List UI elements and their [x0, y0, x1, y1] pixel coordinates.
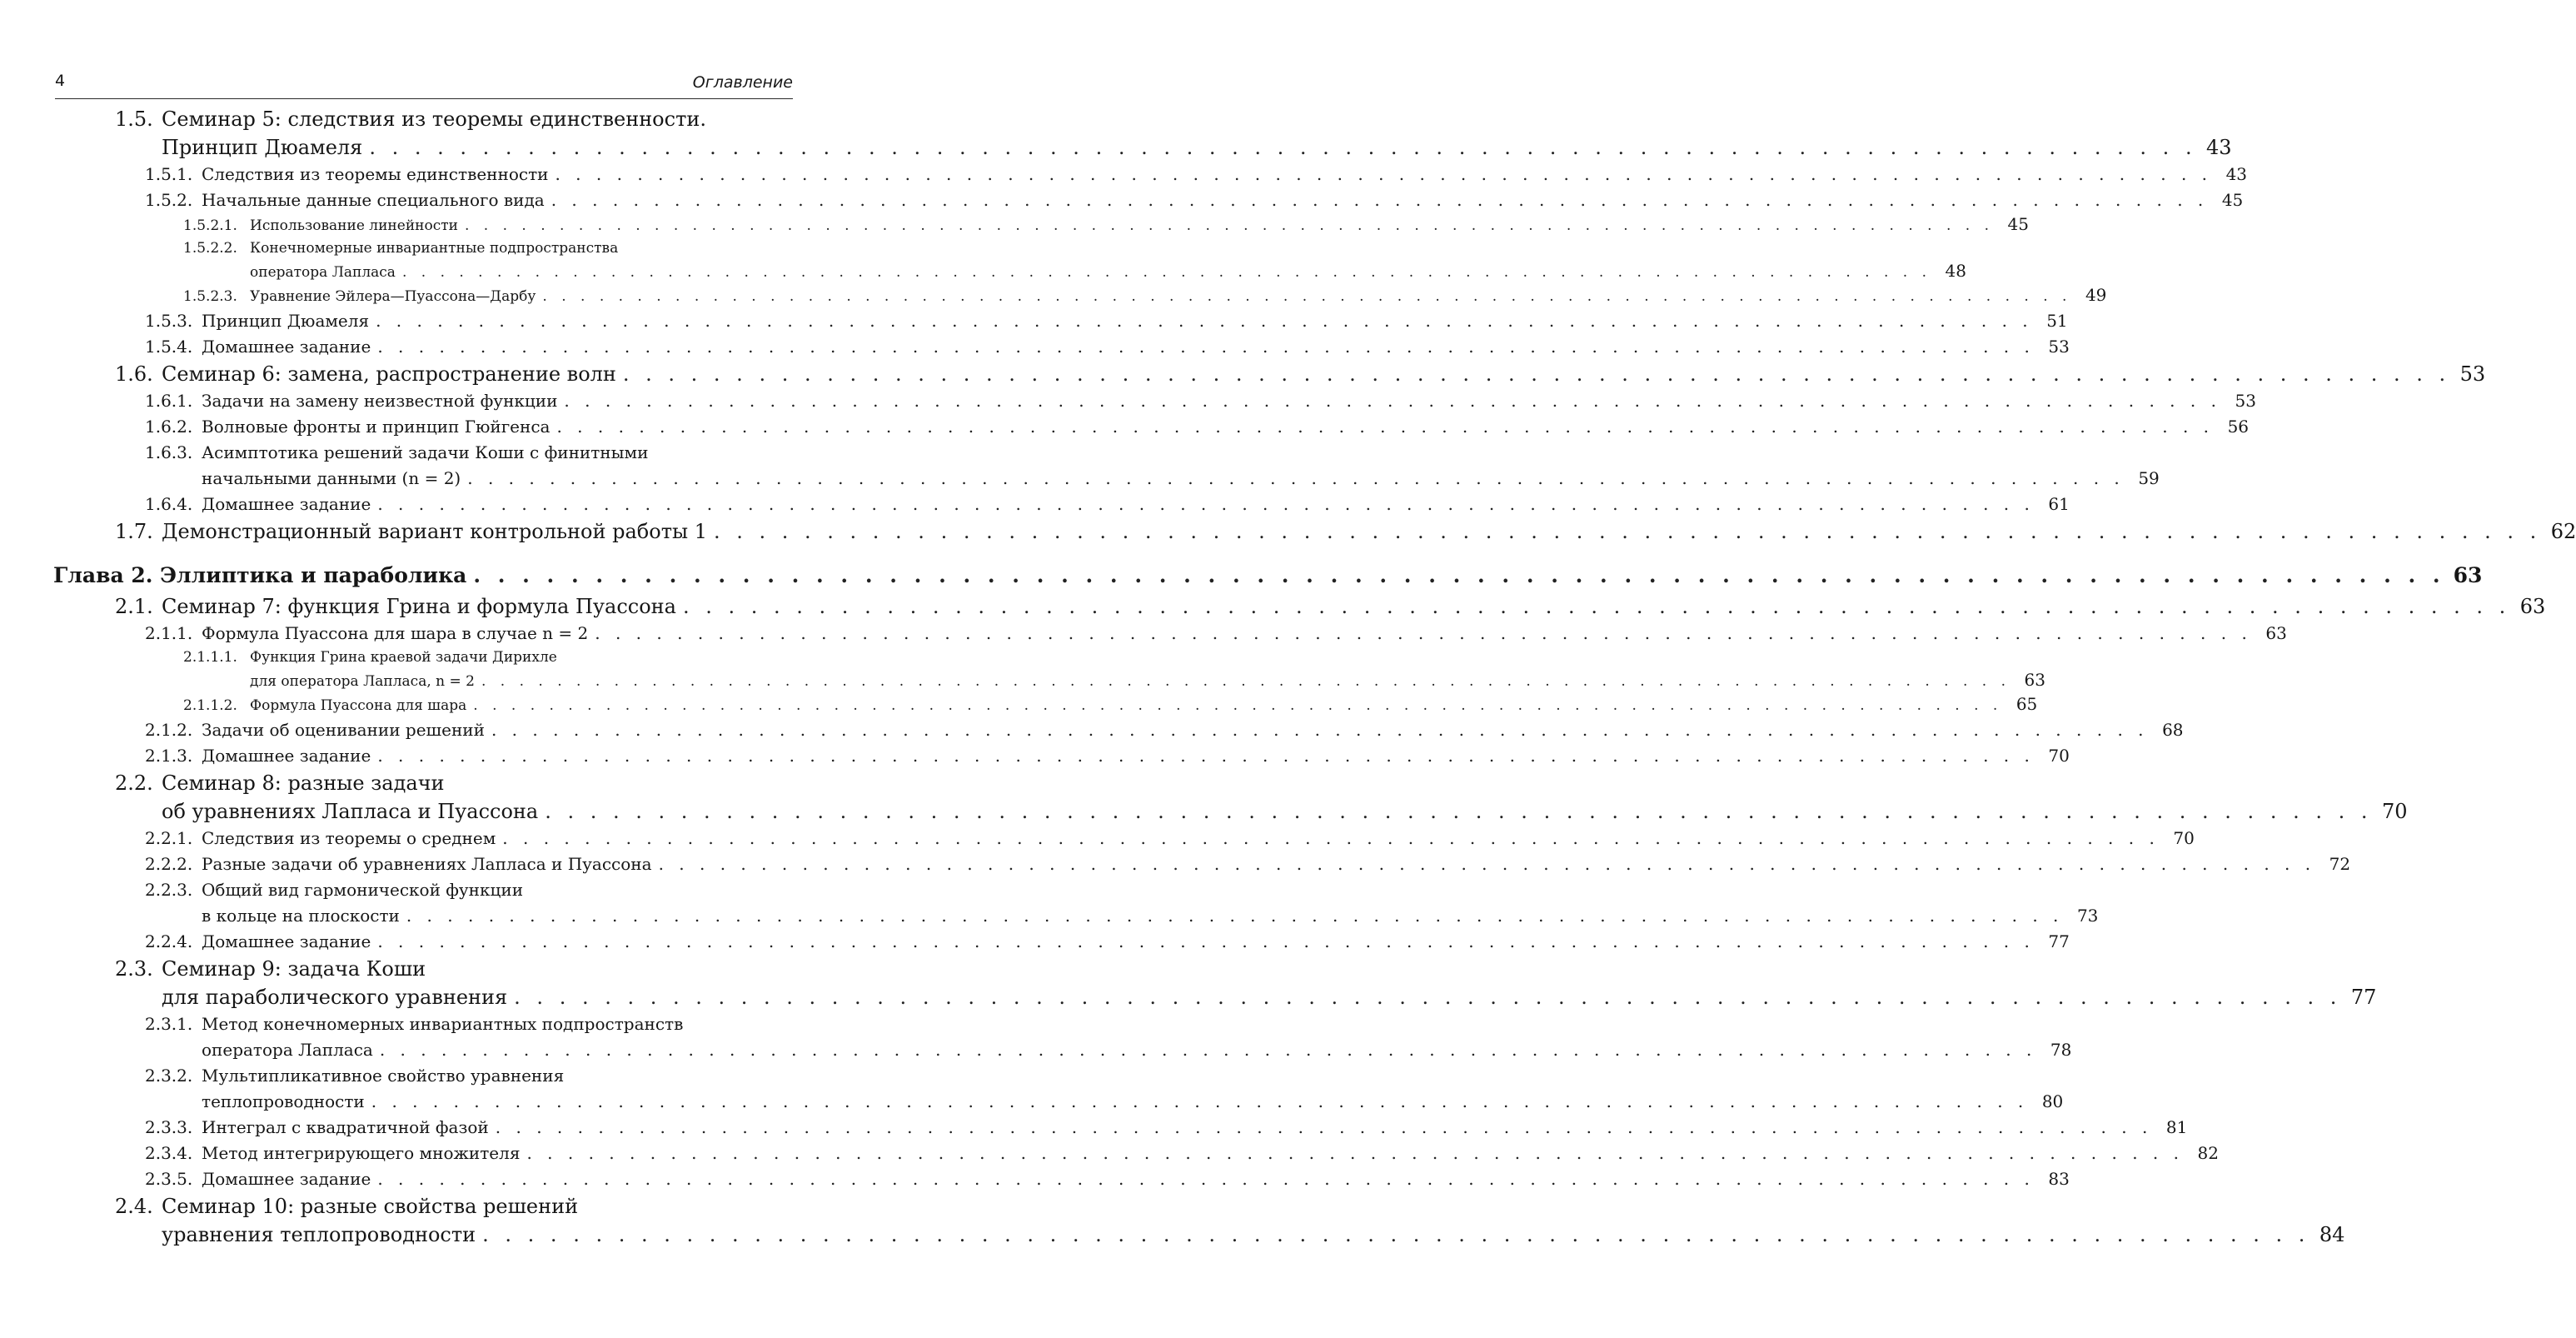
- toc-page-number: 48: [1945, 261, 1966, 281]
- toc-page-number: 56: [2227, 417, 2250, 437]
- dot-leader: . . . . . . . . . . . . . . . . . . . . . . . . . . . . . . . . . . . . . . . . . . . . . . . . . . . . . . . . . . . . . . . . . . . . . . . . . . . . . . . . .: [564, 391, 2221, 411]
- toc-entry-title: Семинар 9: задача Коши: [162, 957, 426, 981]
- dot-leader: . . . . . . . . . . . . . . . . . . . . . . . . . . . . . . . . . . . . . . . . . . . . . . . . . . . . . . . . . . . . . . . . . . . . . . . . . . . . . . . . .: [595, 623, 2252, 643]
- toc-entry-title: об уравнениях Лапласа и Пуассона: [162, 800, 539, 823]
- toc-entry-title: Домашнее задание: [202, 931, 371, 951]
- toc-page-number: 45: [2007, 214, 2029, 234]
- toc-page-number: 72: [2329, 854, 2351, 874]
- toc-page-number: 49: [2085, 285, 2107, 305]
- toc-entry-title: Метод интегрирующего множителя: [202, 1143, 521, 1163]
- toc-entry-number: 2.1.1.2.: [183, 697, 237, 714]
- toc-entry-title: Общий вид гармонической функции: [202, 880, 524, 900]
- toc-entry-level-3[interactable]: [0, 237, 1966, 284]
- toc-entry-level-1[interactable]: [0, 955, 2377, 1011]
- toc-entry-title: Демонстрационный вариант контрольной работы 1: [162, 520, 707, 543]
- dot-leader: . . . . . . . . . . . . . . . . . . . . . . . . . . . . . . . . . . . . . . . . . . . . . . . . . . . . . . . . . . . . . . . . . . . . . . . . . . . . . . . . .: [502, 828, 2160, 848]
- toc-entry-level-2[interactable]: [0, 162, 2248, 187]
- dot-leader: . . . . . . . . . . . . . . . . . . . . . . . . . . . . . . . . . . . . . . . . . . . . . . . . . . . . . . . . . . . . . . . . . . . . . . . . . . . . . . . . .: [556, 417, 2215, 437]
- dot-leader: . . . . . . . . . . . . . . . . . . . . . . . . . . . . . . . . . . . . . . . . . . . . . . . . . . . . . . . . . . . . . . . . . . . . . . . . . . . . . . . . .: [377, 494, 2035, 514]
- toc-entry-level-1[interactable]: [0, 105, 2232, 162]
- toc-entry-title: Принцип Дюамеля: [202, 311, 370, 331]
- toc-entry-number: 1.5.2.: [145, 190, 193, 210]
- toc-entry-level-2[interactable]: [0, 929, 2070, 955]
- dot-leader: . . . . . . . . . . . . . . . . . . . . . . . . . . . . . . . . . . . . . . . . . . . . . . . . . . . . . . . . . . . . . . . . . . . . . . . . . . . . . . . . .: [482, 1223, 2310, 1246]
- toc-page-number: 45: [2221, 190, 2244, 210]
- toc-entry-number: 2.3.5.: [145, 1169, 193, 1189]
- dot-leader: . . . . . . . . . . . . . . . . . . . . . . . . . . . . . . . . . . . . . . . . . . . . . . . . . . . . . . . . . . . . . . . . . . . . . . . . . . . . . . . . .: [545, 800, 2373, 823]
- page-number: 4: [55, 72, 66, 90]
- toc-entry-number: 1.6.1.: [145, 391, 193, 411]
- toc-entry-title: Семинар 8: разные задачи: [162, 771, 445, 795]
- toc-entry-number: 2.1.2.: [145, 720, 193, 740]
- toc-entry-level-2[interactable]: [0, 826, 2195, 851]
- toc-entry-number: 2.1.1.1.: [183, 649, 237, 666]
- toc-entry-number: 2.3.: [115, 957, 153, 981]
- toc-entry-level-2[interactable]: [0, 717, 2184, 743]
- running-head: Оглавление: [692, 73, 793, 92]
- toc-entry-number: 1.5.4.: [145, 337, 193, 357]
- toc-entry-number: 1.5.3.: [145, 311, 193, 331]
- toc-entry-title: Формула Пуассона для шара в случае n = 2: [202, 623, 589, 643]
- toc-entry-title: Принцип Дюамеля: [162, 136, 363, 159]
- toc-page-number: 77: [2350, 986, 2377, 1009]
- toc-page-number: 43: [2206, 136, 2232, 159]
- toc-entry-number: 2.3.3.: [145, 1117, 193, 1137]
- toc-entry-title: Мультипликативное свойство уравнения: [202, 1066, 565, 1086]
- toc-page-number: 70: [2048, 746, 2070, 766]
- toc-entry-number: 1.6.: [115, 362, 153, 386]
- dot-leader: . . . . . . . . . . . . . . . . . . . . . . . . . . . . . . . . . . . . . . . . . . . . . . . . . . . . . . . . . . . . . . . . . . . . . . . . . . . . . . . . .: [555, 164, 2213, 184]
- dot-leader: . . . . . . . . . . . . . . . . . . . . . . . . . . . . . . . . . . . . . . . . . . . . . . . . . . . . . . . . . . . . . . . . . . . . . . . . . . . . . . . . .: [377, 337, 2035, 357]
- toc-page-number: 62: [2550, 520, 2576, 543]
- toc-entry-title: Домашнее задание: [202, 337, 371, 357]
- dot-leader: . . . . . . . . . . . . . . . . . . . . . . . . . . . . . . . . . . . . . . . . . . . . . . . . . . . . . . . . . . . . . . . . . . . . . . . . . . . . . . . . .: [551, 190, 2209, 210]
- dot-leader: . . . . . . . . . . . . . . . . . . . . . . . . . . . . . . . . . . . . . . . . . . . . . . . . . . . . . . . . . . . . . . . . . . . . . . . . . . . . . . . . .: [514, 986, 2342, 1009]
- toc-page-number: 53: [2048, 337, 2070, 357]
- toc-entry-title: Начальные данные специального вида: [202, 190, 545, 210]
- dot-leader: . . . . . . . . . . . . . . . . . . . . . . . . . . . . . . . . . . . . . . . . . . . . . . . . . . . . . . . . . . . . . . . . . . . . . . . . . . . . . . . . .: [379, 1040, 2037, 1060]
- dot-leader: . . . . . . . . . . . . . . . . . . . . . . . . . . . . . . . . . . . . . . . . . . . . . . . . . . . . . . . . . . . . . . . . . . . . . . . . . . . . . . . . .: [376, 311, 2033, 331]
- toc-entry-number: 2.2.3.: [145, 880, 193, 900]
- dot-leader: . . . . . . . . . . . . . . . . . . . . . . . . . . . . . . . . . . . . . . . . . . . . . . . . . . . . . . . . . . . . . . . . . . . . . . . . . . . . . . . . .: [369, 136, 2197, 159]
- toc-page-number: 70: [2173, 828, 2195, 848]
- dot-leader: . . . . . . . . . . . . . . . . . . . . . . . . . . . . . . . . . . . . . . . . . . . . . . . . . . . . . . . . . . . . . . . . . . . . . . . . . . . . . . . . .: [377, 931, 2035, 951]
- toc-entry-title: оператора Лапласа: [250, 264, 396, 281]
- toc-entry-number: 2.2.2.: [145, 854, 193, 874]
- toc-entry-level-2[interactable]: [0, 1166, 2070, 1192]
- toc-entry-title: Глава 2. Эллиптика и параболика: [53, 563, 467, 587]
- dot-leader: . . . . . . . . . . . . . . . . . . . . . . . . . . . . . . . . . . . . . . . . . . . . . . . . . . . . . . . . . . . . . . . . . . . . . . . . . . . . . . . . .: [526, 1143, 2184, 1163]
- toc-entry-number: 2.2.4.: [145, 931, 193, 951]
- dot-leader: . . . . . . . . . . . . . . . . . . . . . . . . . . . . . . . . . . . . . . . . . . . . . . . . . . . . . . . . . . . . . . . . . . . . . . . . . . . . . . . . .: [467, 468, 2125, 488]
- toc-entry-level-1[interactable]: [0, 1192, 2345, 1249]
- toc-page-number: 63: [2024, 670, 2045, 690]
- toc-entry-number: 1.5.2.2.: [183, 240, 237, 257]
- toc-entry-title: Волновые фронты и принцип Гюйгенса: [202, 417, 551, 437]
- toc-entry-title: оператора Лапласа: [202, 1040, 373, 1060]
- toc-page-number: 61: [2048, 494, 2070, 514]
- toc-entry-number: 2.1.: [115, 595, 153, 618]
- toc-entry-level-2[interactable]: [0, 388, 2256, 414]
- toc-entry-number: 2.2.: [115, 771, 153, 795]
- toc-page-number: 51: [2046, 311, 2068, 331]
- toc-page-number: 68: [2162, 720, 2184, 740]
- toc-entry-number: 2.4.: [115, 1195, 153, 1218]
- toc-entry-level-2[interactable]: [0, 621, 2287, 647]
- toc-page-number: 63: [2265, 623, 2287, 643]
- dot-leader: . . . . . . . . . . . . . . . . . . . . . . . . . . . . . . . . . . . . . . . . . . . . . . . . . . . . . . . . . . . . . . . . . . . . . . . . . . . . . . . . .: [481, 673, 2010, 690]
- toc-chapter[interactable]: [0, 561, 2483, 591]
- toc-page-number: 78: [2050, 1040, 2072, 1060]
- toc-entry-title: Семинар 7: функция Грина и формула Пуассона: [162, 595, 676, 618]
- toc-page-number: 63: [2519, 595, 2546, 618]
- dot-leader: . . . . . . . . . . . . . . . . . . . . . . . . . . . . . . . . . . . . . . . . . . . . . . . . . . . . . . . . . . . . . . . . . . . . . . . . . . . . . . . . .: [473, 697, 2003, 714]
- toc-entry-number: 2.3.4.: [145, 1143, 193, 1163]
- table-of-contents: [0, 105, 2576, 1249]
- dot-leader: . . . . . . . . . . . . . . . . . . . . . . . . . . . . . . . . . . . . . . . . . . . . . . . . . . . . . . . . . . . . . . . . . . . . . . . . . . . . . . . . .: [713, 520, 2542, 543]
- toc-entry-title: Семинар 6: замена, распространение волн: [162, 362, 616, 386]
- toc-entry-level-2[interactable]: [0, 1063, 2064, 1115]
- dot-leader: . . . . . . . . . . . . . . . . . . . . . . . . . . . . . . . . . . . . . . . . . . . . . . . . . . . . . . . . . . . . . . . . . . . . . . . . . . . . . . . . .: [622, 362, 2451, 386]
- dot-leader: . . . . . . . . . . . . . . . . . . . . . . . . . . . . . . . . . . . . . . . . . . . . . . . . . . . . . . . . . . . . . . . . . . . . . . . . . . . . . . . . .: [473, 563, 2445, 587]
- toc-entry-level-1[interactable]: [0, 517, 2576, 546]
- toc-entry-title: уравнения теплопроводности: [162, 1223, 476, 1246]
- toc-entry-level-1[interactable]: [0, 592, 2546, 621]
- toc-entry-title: Домашнее задание: [202, 1169, 371, 1189]
- toc-page-number: 65: [2015, 694, 2038, 714]
- toc-entry-level-1[interactable]: [0, 360, 2486, 388]
- toc-page-number: 53: [2235, 391, 2256, 411]
- toc-entry-number: 2.1.3.: [145, 746, 193, 766]
- toc-page-number: 70: [2381, 800, 2408, 823]
- toc-entry-level-2[interactable]: [0, 440, 2160, 492]
- toc-page-number: 43: [2225, 164, 2248, 184]
- toc-entry-number: 2.3.2.: [145, 1066, 193, 1086]
- toc-entry-level-2[interactable]: [0, 1141, 2219, 1166]
- toc-entry-title: Интеграл с квадратичной фазой: [202, 1117, 489, 1137]
- toc-entry-level-2[interactable]: [0, 877, 2099, 929]
- toc-page-number: 73: [2076, 906, 2099, 926]
- toc-entry-level-2[interactable]: [0, 187, 2244, 213]
- toc-entry-level-2[interactable]: [0, 308, 2068, 334]
- toc-entry-number: 1.6.3.: [145, 442, 193, 462]
- toc-entry-title: Метод конечномерных инвариантных подпространств: [202, 1014, 684, 1034]
- dot-leader: . . . . . . . . . . . . . . . . . . . . . . . . . . . . . . . . . . . . . . . . . . . . . . . . . . . . . . . . . . . . . . . . . . . . . . . . . . . . . . . . .: [464, 217, 1994, 234]
- toc-entry-level-3[interactable]: [0, 647, 2045, 693]
- toc-entry-title: теплопроводности: [202, 1091, 365, 1111]
- toc-entry-title: для оператора Лапласа, n = 2: [250, 673, 475, 690]
- toc-page-number: 83: [2048, 1169, 2070, 1189]
- toc-entry-title: Формула Пуассона для шара: [250, 697, 467, 714]
- toc-entry-number: 2.1.1.: [145, 623, 193, 643]
- toc-entry-level-3[interactable]: [0, 693, 2038, 717]
- toc-entry-title: Семинар 10: разные свойства решений: [162, 1195, 579, 1218]
- dot-leader: . . . . . . . . . . . . . . . . . . . . . . . . . . . . . . . . . . . . . . . . . . . . . . . . . . . . . . . . . . . . . . . . . . . . . . . . . . . . . . . . .: [542, 288, 2072, 305]
- toc-entry-level-2[interactable]: [0, 492, 2070, 517]
- toc-entry-title: Разные задачи об уравнениях Лапласа и Пуассона: [202, 854, 652, 874]
- toc-entry-title: Функция Грина краевой задачи Дирихле: [250, 649, 557, 666]
- toc-entry-number: 1.5.: [115, 107, 153, 131]
- toc-entry-level-3[interactable]: [0, 284, 2107, 308]
- toc-entry-title: Семинар 5: следствия из теоремы единственности.: [162, 107, 706, 131]
- toc-entry-title: в кольце на плоскости: [202, 906, 400, 926]
- dot-leader: . . . . . . . . . . . . . . . . . . . . . . . . . . . . . . . . . . . . . . . . . . . . . . . . . . . . . . . . . . . . . . . . . . . . . . . . . . . . . . . . .: [495, 1117, 2153, 1137]
- toc-entry-level-2[interactable]: [0, 1115, 2188, 1141]
- toc-page-number: 63: [2453, 563, 2483, 587]
- toc-entry-level-2[interactable]: [0, 414, 2250, 440]
- toc-page-number: 77: [2048, 931, 2070, 951]
- toc-entry-level-2[interactable]: [0, 334, 2070, 360]
- toc-entry-number: 1.5.1.: [145, 164, 193, 184]
- toc-entry-level-3[interactable]: [0, 213, 2029, 237]
- toc-page-number: 80: [2041, 1091, 2064, 1111]
- toc-entry-level-2[interactable]: [0, 851, 2351, 877]
- toc-entry-title: для параболического уравнения: [162, 986, 508, 1009]
- toc-entry-title: начальными данными (n = 2): [202, 468, 461, 488]
- toc-entry-title: Конечномерные инвариантные подпространства: [250, 240, 619, 257]
- toc-entry-number: 1.6.2.: [145, 417, 193, 437]
- toc-page-number: 53: [2459, 362, 2486, 386]
- toc-entry-title: Следствия из теоремы единственности: [202, 164, 549, 184]
- dot-leader: . . . . . . . . . . . . . . . . . . . . . . . . . . . . . . . . . . . . . . . . . . . . . . . . . . . . . . . . . . . . . . . . . . . . . . . . . . . . . . . . .: [377, 1169, 2035, 1189]
- toc-page-number: 59: [2138, 468, 2160, 488]
- dot-leader: . . . . . . . . . . . . . . . . . . . . . . . . . . . . . . . . . . . . . . . . . . . . . . . . . . . . . . . . . . . . . . . . . . . . . . . . . . . . . . . . .: [406, 906, 2064, 926]
- toc-entry-title: Задачи на замену неизвестной функции: [202, 391, 558, 411]
- dot-leader: . . . . . . . . . . . . . . . . . . . . . . . . . . . . . . . . . . . . . . . . . . . . . . . . . . . . . . . . . . . . . . . . . . . . . . . . . . . . . . . . .: [658, 854, 2316, 874]
- toc-entry-title: Использование линейности: [250, 217, 458, 234]
- toc-entry-title: Домашнее задание: [202, 746, 371, 766]
- toc-entry-number: 1.5.2.3.: [183, 288, 237, 305]
- dot-leader: . . . . . . . . . . . . . . . . . . . . . . . . . . . . . . . . . . . . . . . . . . . . . . . . . . . . . . . . . . . . . . . . . . . . . . . . . . . . . . . . .: [683, 595, 2511, 618]
- toc-entry-level-1[interactable]: [0, 769, 2408, 826]
- toc-entry-title: Асимптотика решений задачи Коши с финитными: [202, 442, 649, 462]
- dot-leader: . . . . . . . . . . . . . . . . . . . . . . . . . . . . . . . . . . . . . . . . . . . . . . . . . . . . . . . . . . . . . . . . . . . . . . . . . . . . . . . . .: [401, 264, 1931, 281]
- toc-entry-number: 1.5.2.1.: [183, 217, 237, 234]
- toc-entry-number: 2.3.1.: [145, 1014, 193, 1034]
- toc-entry-number: 2.2.1.: [145, 828, 193, 848]
- toc-page-number: 82: [2197, 1143, 2219, 1163]
- dot-leader: . . . . . . . . . . . . . . . . . . . . . . . . . . . . . . . . . . . . . . . . . . . . . . . . . . . . . . . . . . . . . . . . . . . . . . . . . . . . . . . . .: [371, 1091, 2029, 1111]
- toc-page-number: 81: [2165, 1117, 2188, 1137]
- toc-entry-level-2[interactable]: [0, 1011, 2072, 1063]
- toc-entry-title: Задачи об оценивании решений: [202, 720, 485, 740]
- toc-entry-level-2[interactable]: [0, 743, 2070, 769]
- dot-leader: . . . . . . . . . . . . . . . . . . . . . . . . . . . . . . . . . . . . . . . . . . . . . . . . . . . . . . . . . . . . . . . . . . . . . . . . . . . . . . . . .: [377, 746, 2035, 766]
- toc-entry-number: 1.7.: [115, 520, 153, 543]
- dot-leader: . . . . . . . . . . . . . . . . . . . . . . . . . . . . . . . . . . . . . . . . . . . . . . . . . . . . . . . . . . . . . . . . . . . . . . . . . . . . . . . . .: [491, 720, 2149, 740]
- toc-page-number: 84: [2319, 1223, 2345, 1246]
- page-header: [55, 70, 793, 99]
- toc-entry-number: 1.6.4.: [145, 494, 193, 514]
- toc-entry-title: Следствия из теоремы о среднем: [202, 828, 496, 848]
- toc-entry-title: Домашнее задание: [202, 494, 371, 514]
- toc-entry-title: Уравнение Эйлера—Пуассона—Дарбу: [250, 288, 536, 305]
